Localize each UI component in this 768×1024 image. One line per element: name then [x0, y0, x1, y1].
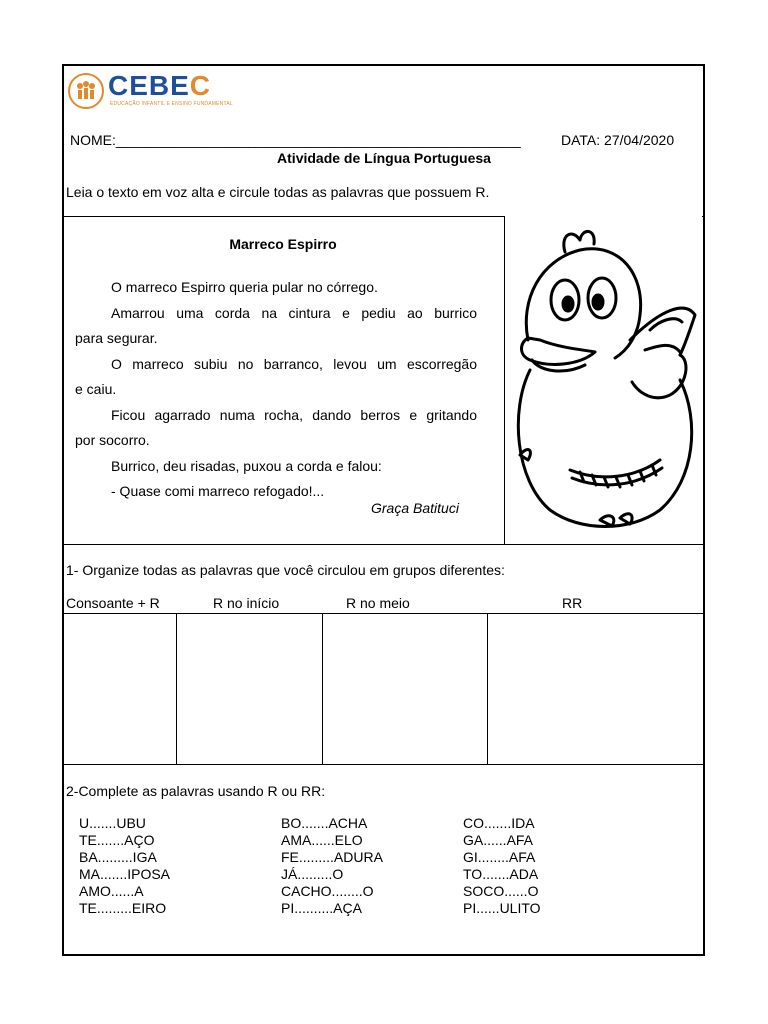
story-author: Graça Batituci — [371, 500, 459, 516]
grid-divider — [176, 613, 177, 764]
story-line: O marreco subiu no barranco, levou um escorregão — [111, 355, 477, 372]
fill-word: BO.......ACHA — [281, 815, 368, 831]
story-line: - Quase comi marreco refogado!... — [111, 483, 325, 499]
story-top-border-right — [702, 216, 705, 217]
fill-word: PI......ULITO — [463, 900, 541, 916]
cebec-logo-text: CEBEC — [108, 70, 212, 101]
column-header: R no meio — [346, 595, 410, 611]
column-header: Consoante + R — [66, 595, 160, 611]
fill-word: PI..........AÇA — [281, 900, 362, 916]
fill-word: CO.......IDA — [463, 815, 535, 831]
fill-word: U.......UBU — [79, 815, 146, 831]
story-text — [75, 275, 477, 505]
grid-divider — [487, 613, 488, 764]
fill-word: GI........AFA — [463, 849, 536, 865]
fill-word: TE.........EIRO — [79, 900, 167, 916]
story-bottom-border — [62, 544, 705, 545]
fill-word: SOCO......O — [463, 883, 539, 899]
fill-word: TE.......AÇO — [79, 832, 155, 848]
name-field: NOME:____________________________________________________ — [70, 132, 521, 148]
question2-prompt: 2-Complete as palavras usando R ou RR: — [66, 783, 326, 799]
fill-word: CACHO........O — [281, 883, 374, 899]
story-divider — [504, 216, 505, 544]
grid-divider — [322, 613, 323, 764]
duck-illustration — [510, 220, 702, 540]
story-line: por socorro. — [75, 432, 150, 448]
fill-word: TO.......ADA — [463, 866, 539, 882]
instruction-text: Leia o texto em voz alta e circule todas as palavras que possuem R. — [66, 184, 490, 200]
fill-word: AMO......A — [79, 883, 144, 899]
grid-bottom-border — [62, 764, 705, 765]
grid-top-border — [62, 613, 705, 614]
fill-column-1 — [79, 815, 170, 917]
fill-word: GA......AFA — [463, 832, 534, 848]
story-line: Burrico, deu risadas, puxou a corda e falou: — [111, 457, 382, 474]
date-label: DATA: 27/04/2020 — [561, 132, 675, 148]
fill-word: JÁ.........O — [281, 866, 344, 882]
logo-tagline: EDUCAÇÃO INFANTIL E ENSINO FUNDAMENTAL — [110, 101, 233, 107]
story-line: Ficou agarrado numa rocha, dando berros e gritando — [111, 406, 477, 423]
question1-prompt: 1- Organize todas as palavras que você circulou em grupos diferentes: — [66, 562, 505, 578]
story-title: Marreco Espirro — [229, 236, 337, 252]
children-icon — [70, 75, 102, 107]
fill-word: BA.........IGA — [79, 849, 157, 865]
story-line: O marreco Espirro queria pular no córrego. — [111, 279, 378, 295]
fill-word: MA.......IPOSA — [79, 866, 171, 882]
story-line: Amarrou uma corda na cintura e pediu ao burrico — [111, 304, 477, 321]
story-line: e caiu. — [75, 381, 117, 397]
story-line: para segurar. — [75, 330, 158, 346]
column-header: R no início — [213, 595, 280, 611]
cebec-logo-emblem — [68, 73, 104, 109]
fill-word: FE.........ADURA — [281, 849, 383, 865]
fill-column-2 — [281, 815, 383, 917]
subject-title: Atividade de Língua Portuguesa — [277, 150, 491, 166]
fill-word: AMA......ELO — [281, 832, 363, 848]
column-header: RR — [562, 595, 583, 611]
story-top-border — [62, 216, 504, 217]
fill-column-3 — [463, 815, 541, 917]
